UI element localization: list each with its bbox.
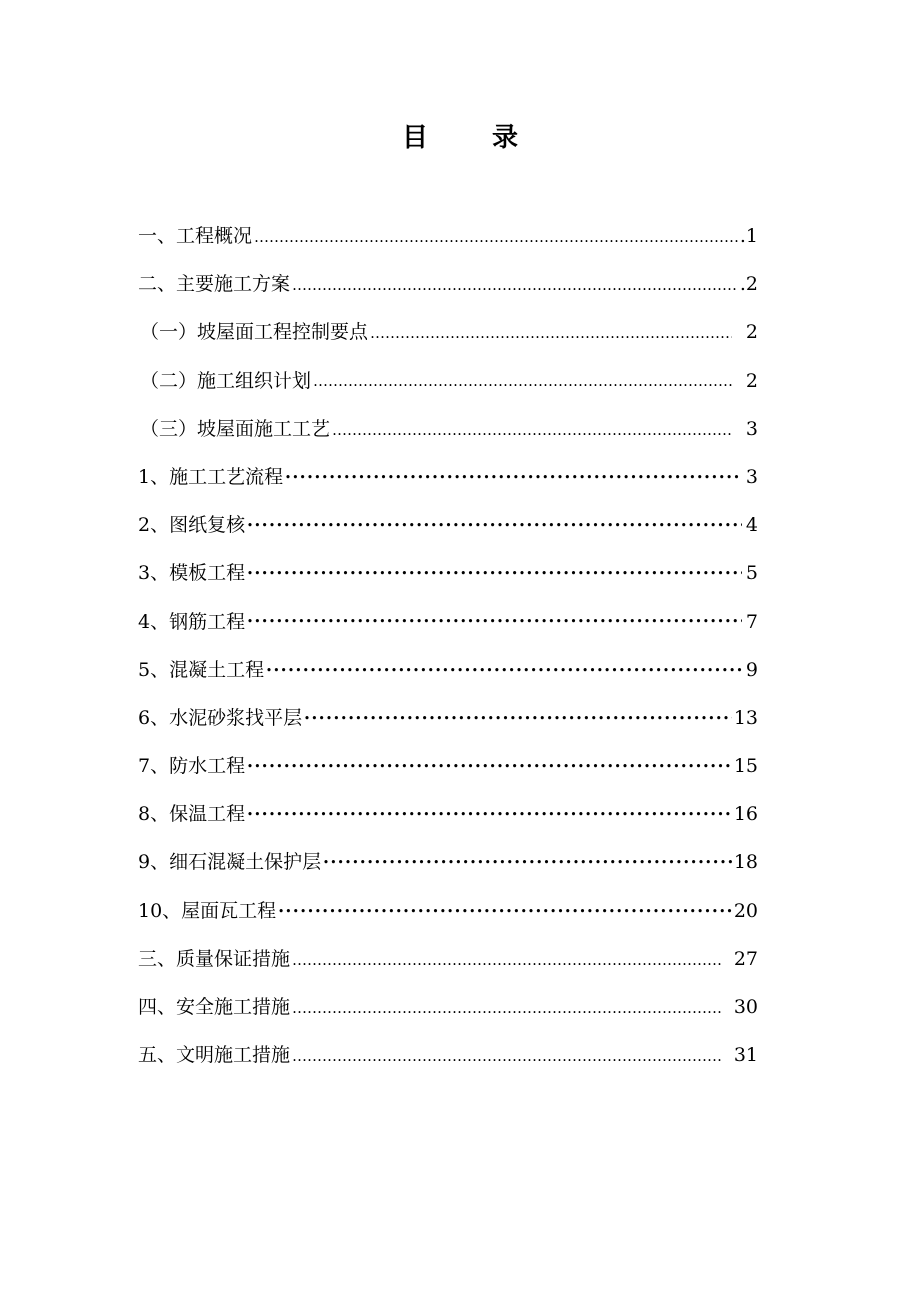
toc-entry-page: 16 (733, 803, 758, 826)
dot-leader (313, 357, 732, 406)
toc-entry-label: 4、钢筋工程 (138, 610, 246, 633)
toc-title-char-1: 目 (401, 123, 428, 153)
toc-entry-page: 13 (733, 706, 758, 729)
toc-entry-page: 3 (745, 417, 758, 440)
toc-entry-page: 9 (745, 658, 758, 681)
toc-entry-page: 18 (733, 851, 758, 874)
toc-entry[interactable] (138, 260, 758, 308)
toc-entry-label: 1、施工工艺流程 (138, 465, 284, 488)
toc-entry-label: 2、图纸复核 (138, 514, 246, 537)
toc-entry-label: （三）坡屋面施工工艺 (140, 417, 331, 440)
dot-leader (247, 598, 742, 647)
toc-entry-label: 二、主要施工方案 (138, 273, 291, 296)
toc-entry-page: 3 (745, 465, 758, 488)
dot-leader (370, 308, 732, 357)
toc-entry[interactable] (138, 453, 758, 501)
toc-entry-page: 4 (745, 514, 758, 537)
dot-leader (332, 405, 732, 454)
toc-entry-label: 10、屋面瓦工程 (138, 899, 277, 922)
toc-entry[interactable] (138, 308, 758, 356)
toc-entry[interactable] (138, 694, 758, 742)
toc-entry-label: 四、安全施工措施 (138, 996, 291, 1018)
toc-entry[interactable] (138, 646, 758, 694)
dot-leader (292, 260, 738, 309)
toc-entry[interactable] (138, 549, 758, 597)
toc-list (138, 212, 758, 1079)
toc-entry-page: 20 (733, 899, 758, 922)
toc-entry-label: 五、文明施工措施 (138, 1044, 291, 1067)
toc-entry[interactable] (138, 790, 758, 838)
toc-entry[interactable] (138, 887, 758, 935)
toc-entry-page: 27 (733, 947, 758, 970)
toc-entry-page: 15 (733, 755, 758, 778)
toc-entry-label: 一、工程概况 (138, 225, 253, 247)
toc-title-char-2: 录 (492, 123, 519, 153)
dot-leader (292, 1031, 722, 1080)
dot-leader (292, 983, 722, 1032)
toc-entry-label: 3、模板工程 (138, 562, 246, 585)
dot-leader (247, 790, 732, 839)
toc-entry-label: （二）施工组织计划 (140, 369, 312, 392)
toc-entry[interactable] (138, 983, 758, 1031)
toc-entry-page: 5 (745, 562, 758, 585)
toc-entry-label: 6、水泥砂浆找平层 (138, 706, 303, 729)
toc-entry-label: 8、保温工程 (138, 803, 246, 826)
toc-entry-page: 2 (745, 321, 758, 344)
toc-entry[interactable] (138, 405, 758, 453)
toc-entry-label: 9、细石混凝土保护层 (138, 851, 322, 874)
toc-entry[interactable] (138, 742, 758, 790)
toc-entry-page: .1 (739, 225, 758, 247)
toc-entry-label: 7、防水工程 (138, 755, 246, 778)
toc-title (0, 116, 920, 160)
toc-entry[interactable] (138, 935, 758, 983)
toc-entry-page: 31 (733, 1044, 758, 1067)
toc-entry[interactable] (138, 838, 758, 886)
toc-entry-label: （一）坡屋面工程控制要点 (140, 321, 369, 344)
dot-leader (323, 838, 732, 887)
toc-entry-label: 三、质量保证措施 (138, 947, 291, 970)
toc-entry[interactable] (138, 212, 758, 260)
dot-leader (304, 694, 732, 743)
dot-leader (266, 646, 742, 695)
dot-leader (292, 935, 722, 984)
dot-leader (247, 549, 742, 598)
toc-entry-page: 30 (733, 996, 758, 1018)
dot-leader (247, 742, 732, 791)
dot-leader (285, 453, 742, 502)
toc-entry-page: 2 (745, 369, 758, 392)
toc-entry[interactable] (138, 357, 758, 405)
toc-entry-label: 5、混凝土工程 (138, 658, 265, 681)
dot-leader (278, 887, 732, 936)
dot-leader (254, 212, 738, 261)
toc-entry-page: .2 (739, 273, 758, 296)
dot-leader (247, 501, 742, 550)
toc-entry-page: 7 (745, 610, 758, 633)
toc-entry[interactable] (138, 501, 758, 549)
toc-entry[interactable] (138, 1031, 758, 1079)
toc-entry[interactable] (138, 598, 758, 646)
